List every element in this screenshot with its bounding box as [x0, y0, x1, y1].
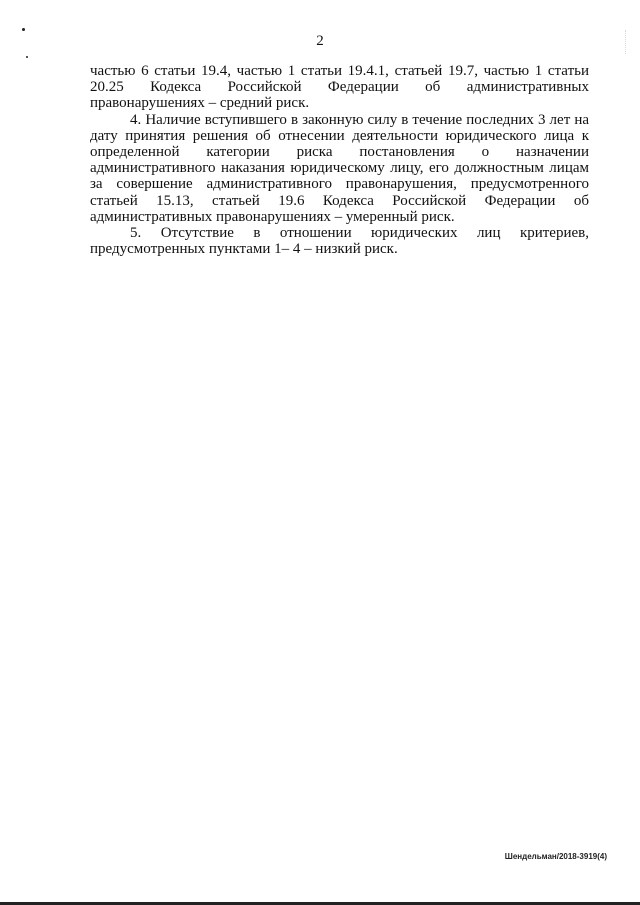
- paragraph-item-4: 4. Наличие вступившего в законную силу в течение последних 3 лет на дату принятия решения об отнесении деятельности юридического лица к определенной категории риска постановления о назначении административного наказания юридическому лицу, его должностным лицам за совершение административного правонарушения, предусмотренного статьей 15.13, статьей 19.6 Кодекса Российской Федерации об административных правонарушениях – умеренный риск.: [90, 111, 589, 225]
- page-number: 2: [316, 33, 324, 49]
- document-body: [90, 63, 589, 257]
- scan-speck: [26, 56, 28, 58]
- document-registration-code: Шендельман/2018-3919(4): [504, 852, 607, 861]
- paragraph-continuation: частью 6 статьи 19.4, частью 1 статьи 19.4.1, статьей 19.7, частью 1 статьи 20.25 Кодекса Российской Федерации об административных правонарушениях – средний риск.: [90, 63, 589, 112]
- scan-speck: [22, 28, 25, 31]
- paragraph-item-5: 5. Отсутствие в отношении юридических лиц критериев, предусмотренных пунктами 1– 4 – низкий риск.: [90, 225, 589, 258]
